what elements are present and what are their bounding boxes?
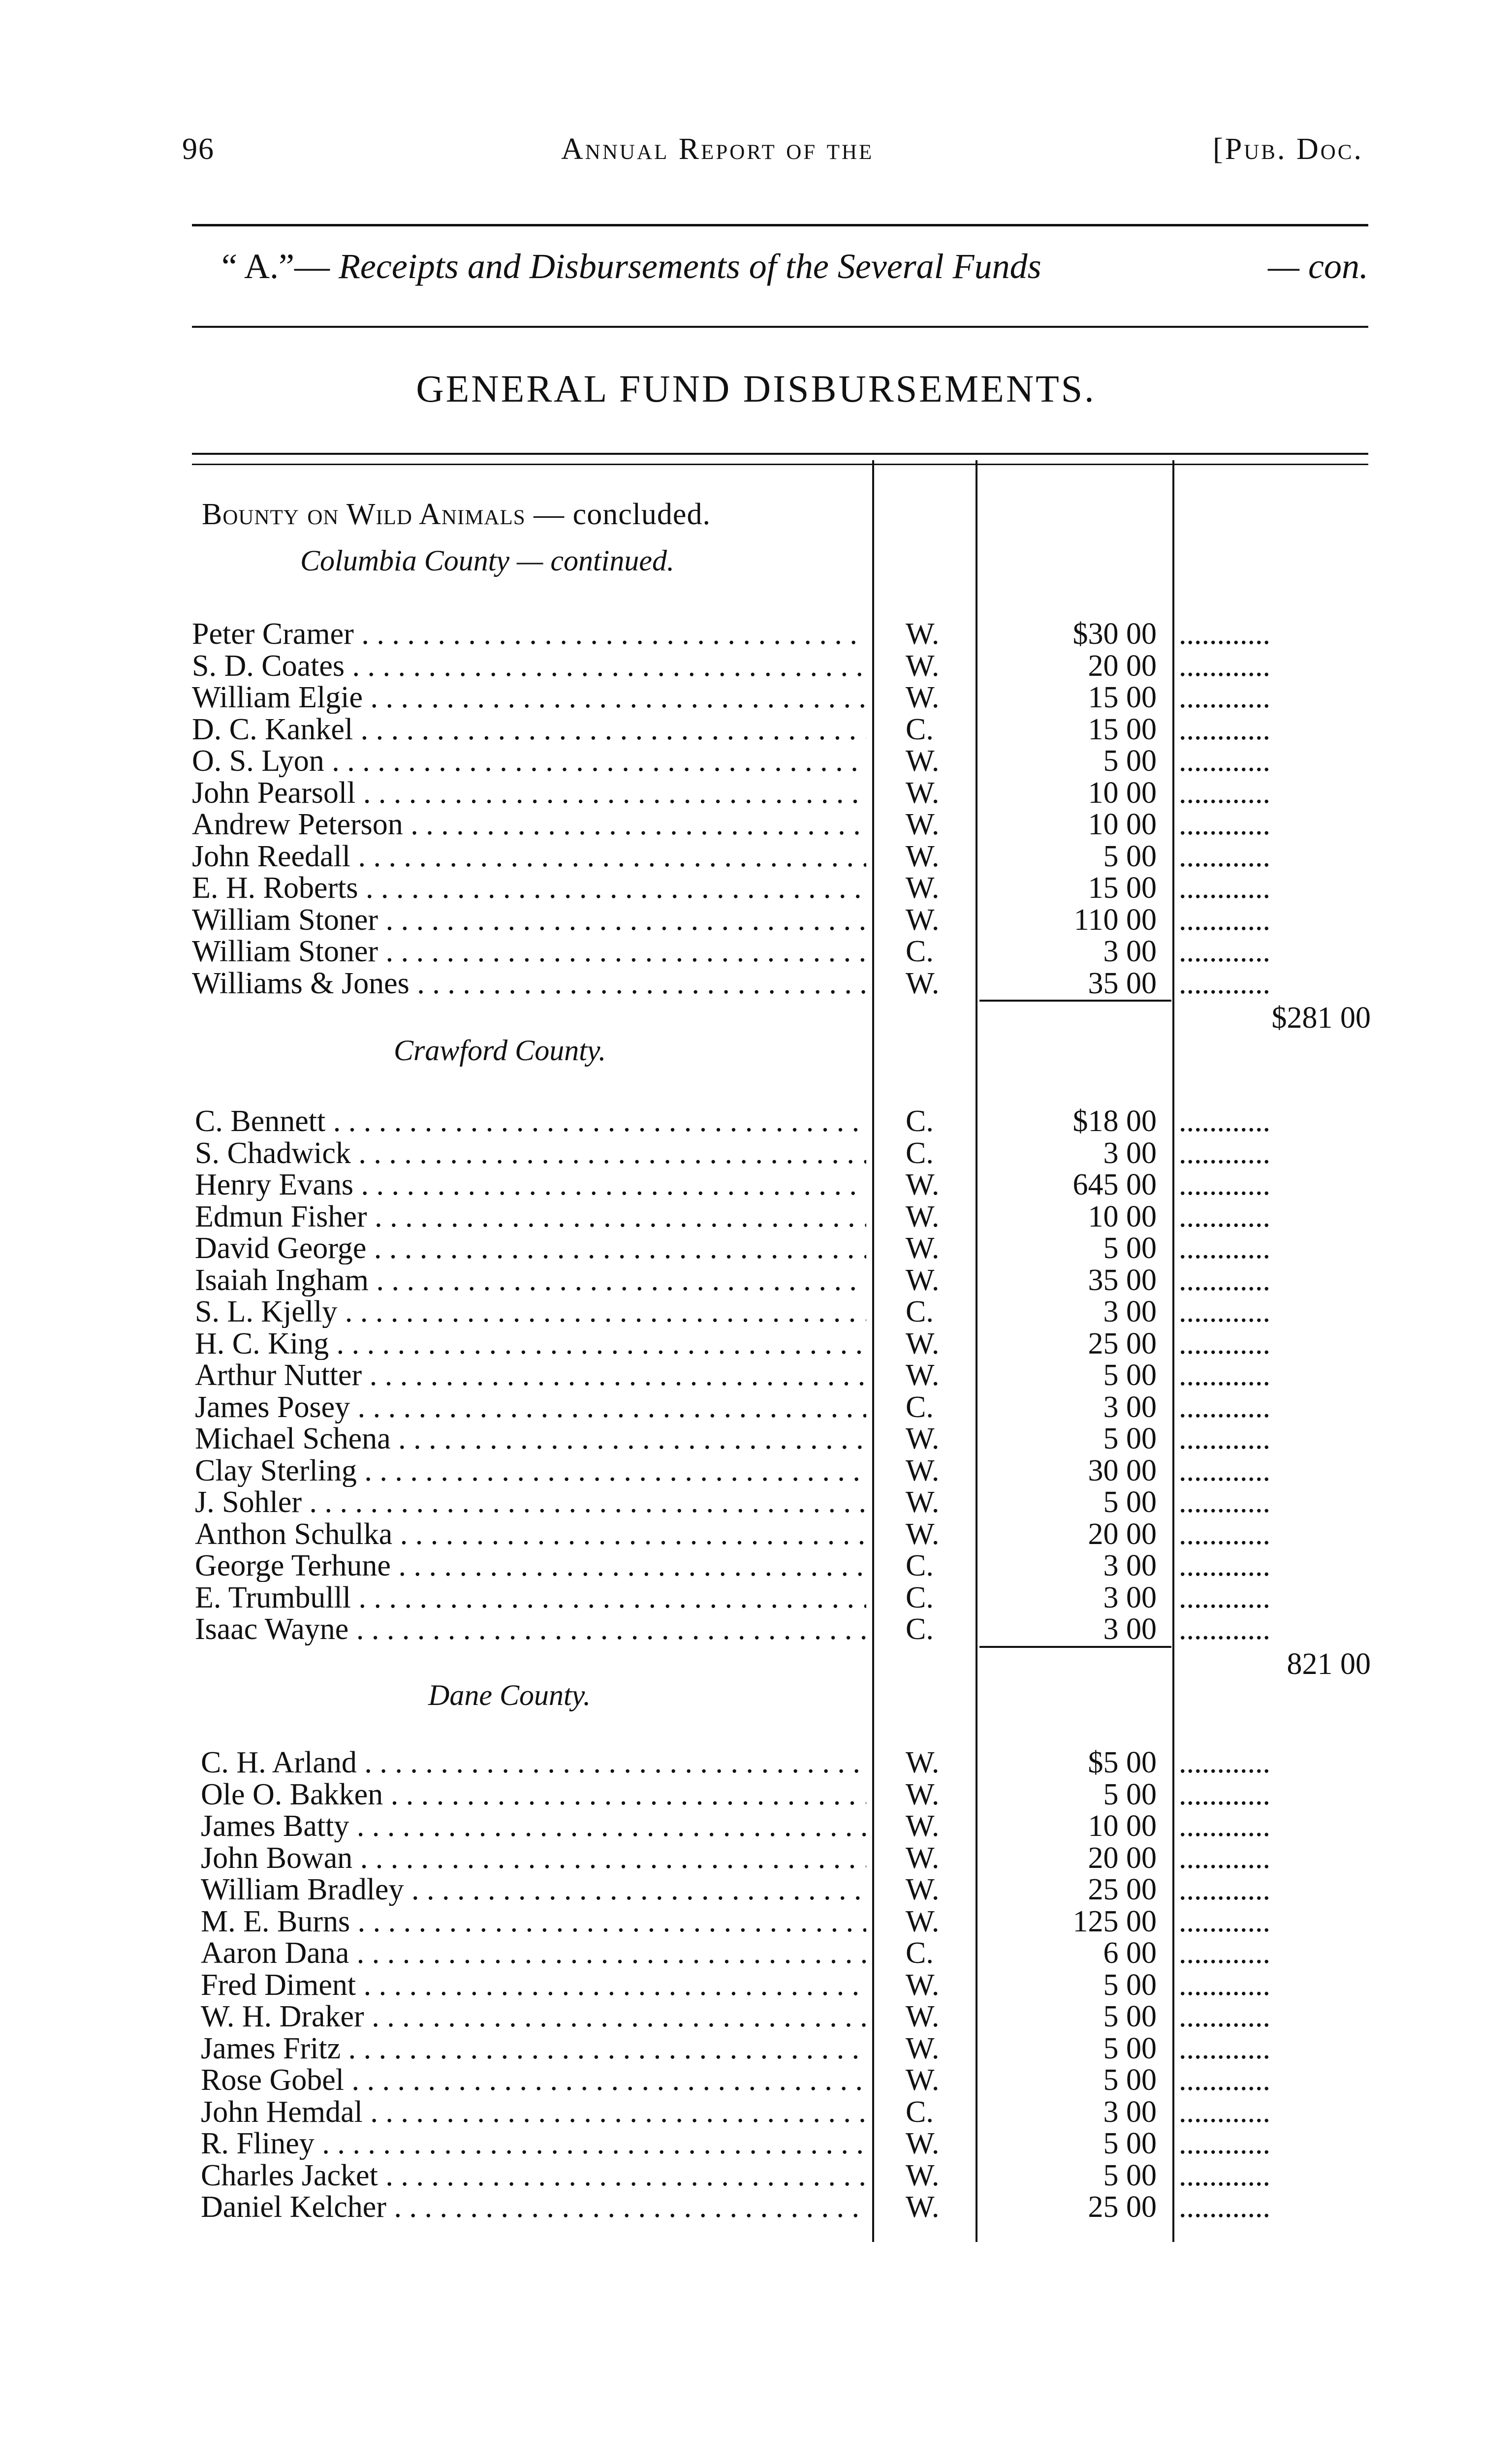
payee-name: O. S. Lyon . . .	[192, 745, 866, 777]
table-row	[0, 1422, 1512, 1455]
total-leader: ............	[1179, 681, 1270, 714]
animal-code: W.	[906, 839, 940, 873]
total-leader: ............	[1179, 903, 1270, 936]
amount: 10 00	[1088, 1809, 1157, 1843]
amount: 5 00	[1103, 1968, 1157, 2002]
table-row	[0, 808, 1512, 841]
total-leader: ............	[1179, 745, 1270, 777]
table-row	[0, 1264, 1512, 1296]
table-row	[0, 872, 1512, 904]
payee-name: John Pearsoll . . .	[192, 777, 866, 809]
amount: 10 00	[1088, 776, 1157, 810]
section-label: “ A.”—	[221, 247, 339, 286]
amount: 6 00	[1103, 1936, 1157, 1970]
total-leader: ............	[1179, 967, 1270, 1000]
payee-name: S. D. Coates . . .	[192, 650, 866, 682]
animal-code: W.	[906, 744, 940, 778]
payee-name: Charles Jacket . . .	[201, 2159, 866, 2192]
animal-code: C.	[906, 935, 934, 968]
total-leader: ............	[1179, 1390, 1270, 1423]
payee-name: Arthur Nutter . . .	[195, 1359, 866, 1391]
animal-code: C.	[906, 1612, 934, 1646]
animal-code: W.	[906, 649, 940, 683]
payee-name: Isaac Wayne . . .	[195, 1613, 866, 1645]
animal-code: W.	[906, 1968, 940, 2002]
payee-name: Ole O. Bakken . . .	[201, 1778, 866, 1811]
total-leader: ............	[1179, 1778, 1270, 1811]
payee-name: John Hemdal . . .	[201, 2096, 866, 2128]
total-leader: ............	[1179, 1486, 1270, 1518]
total-leader: ............	[1179, 1232, 1270, 1264]
table-row	[0, 2032, 1512, 2065]
table-row	[0, 1359, 1512, 1391]
animal-code: C.	[906, 1295, 934, 1328]
animal-code: W.	[906, 776, 940, 810]
amount: 5 00	[1103, 1485, 1157, 1519]
table-row	[0, 1105, 1512, 1137]
payee-name: Isaiah Ingham . . .	[195, 1264, 866, 1296]
county-title: Crawford County.	[394, 1034, 606, 1067]
amount: 5 00	[1103, 1777, 1157, 1811]
table-row	[0, 1200, 1512, 1233]
total-leader: ............	[1179, 1327, 1270, 1360]
payee-name: Fred Diment . . .	[201, 1969, 866, 2001]
total-leader: ............	[1179, 1746, 1270, 1779]
animal-code: W.	[906, 617, 940, 651]
total-leader: ............	[1179, 2032, 1270, 2065]
total-leader: ............	[1179, 1263, 1270, 1296]
county-title: Columbia County — continued.	[300, 544, 674, 577]
total-leader: ............	[1179, 2191, 1270, 2223]
payee-name: Williams & Jones . . .	[192, 967, 866, 1000]
payee-name: Daniel Kelcher . . .	[201, 2191, 866, 2223]
total-leader: ............	[1179, 1136, 1270, 1169]
payee-name: W. H. Draker . . .	[201, 2000, 866, 2033]
table-row	[0, 904, 1512, 936]
bounty-heading-rest: — concluded.	[525, 498, 711, 531]
subtotal-rule	[979, 1000, 1171, 1002]
animal-code: W.	[906, 903, 940, 937]
amount: 5 00	[1103, 1422, 1157, 1455]
table-row	[0, 935, 1512, 968]
amount: 3 00	[1103, 1580, 1157, 1614]
animal-code: W.	[906, 1199, 940, 1233]
amount: 25 00	[1088, 1326, 1157, 1360]
payee-name: E. H. Roberts . . .	[192, 872, 866, 904]
animal-code: W.	[906, 2127, 940, 2160]
payee-name: Anthon Schulka . . .	[195, 1518, 866, 1550]
amount: 3 00	[1103, 1136, 1157, 1170]
section-heading	[221, 246, 1368, 287]
table-row	[0, 1842, 1512, 1874]
animal-code: W.	[906, 1453, 940, 1487]
amount: 20 00	[1088, 1841, 1157, 1875]
animal-code: W.	[906, 1841, 940, 1875]
amount: 5 00	[1103, 744, 1157, 778]
payee-name: William Stoner . . .	[192, 935, 866, 968]
amount: 25 00	[1088, 2190, 1157, 2224]
animal-code: W.	[906, 2190, 940, 2224]
total-leader: ............	[1179, 1168, 1270, 1201]
payee-name: John Reedall . . .	[192, 840, 866, 873]
amount: 645 00	[1072, 1168, 1157, 1201]
animal-code: W.	[906, 1231, 940, 1265]
table-row	[0, 1746, 1512, 1779]
animal-code: C.	[906, 1936, 934, 1970]
section-rule	[192, 326, 1368, 328]
amount: 25 00	[1088, 1873, 1157, 1906]
total-leader: ............	[1179, 1200, 1270, 1233]
animal-code: W.	[906, 1263, 940, 1297]
table-row	[0, 1327, 1512, 1360]
total-leader: ............	[1179, 808, 1270, 841]
table-row	[0, 967, 1512, 1000]
animal-code: C.	[906, 1390, 934, 1424]
page-number: 96	[182, 132, 215, 166]
total-leader: ............	[1179, 935, 1270, 968]
running-head	[182, 132, 1363, 176]
total-leader: ............	[1179, 1581, 1270, 1614]
amount: 15 00	[1088, 681, 1157, 714]
total-leader: ............	[1179, 1295, 1270, 1328]
total-leader: ............	[1179, 1841, 1270, 1874]
table-row	[0, 777, 1512, 809]
payee-name: William Elgie . . .	[192, 681, 866, 714]
payee-name: David George . . .	[195, 1232, 866, 1264]
amount: 10 00	[1088, 1199, 1157, 1233]
amount: 5 00	[1103, 2063, 1157, 2097]
table-row	[0, 1486, 1512, 1518]
total-leader: ............	[1179, 2127, 1270, 2160]
county-title: Dane County.	[428, 1679, 591, 1711]
table-row	[0, 1810, 1512, 1842]
total-leader: ............	[1179, 1549, 1270, 1582]
payee-name: R. Fliney . . .	[201, 2127, 866, 2160]
total-leader: ............	[1179, 776, 1270, 809]
table-row	[0, 1778, 1512, 1811]
animal-code: C.	[906, 2095, 934, 2129]
total-leader: ............	[1179, 1810, 1270, 1842]
animal-code: W.	[906, 1777, 940, 1811]
table-row	[0, 2064, 1512, 2096]
table-row	[0, 745, 1512, 777]
animal-code: W.	[906, 1358, 940, 1392]
amount: 15 00	[1088, 712, 1157, 746]
amount: 110 00	[1073, 903, 1157, 937]
table-row	[0, 1873, 1512, 1906]
section-continued: — con.	[1268, 247, 1368, 286]
animal-code: W.	[906, 2063, 940, 2097]
total-leader: ............	[1179, 1968, 1270, 2001]
animal-code: C.	[906, 712, 934, 746]
amount: 15 00	[1088, 871, 1157, 905]
county-subtotal: 821 00	[1287, 1647, 1371, 1681]
table-row	[0, 650, 1512, 682]
table-row	[0, 1613, 1512, 1645]
table-row	[0, 2000, 1512, 2033]
animal-code: C.	[906, 1104, 934, 1138]
total-leader: ............	[1179, 840, 1270, 873]
table-row	[0, 1137, 1512, 1169]
payee-name: Andrew Peterson . . .	[192, 808, 866, 841]
animal-code: W.	[906, 1809, 940, 1843]
document-label: [Pub. Doc.	[1213, 132, 1363, 166]
table-row	[0, 618, 1512, 650]
amount: 125 00	[1072, 1904, 1157, 1938]
animal-code: W.	[906, 1873, 940, 1906]
total-leader: ............	[1179, 872, 1270, 904]
amount: 3 00	[1103, 2095, 1157, 2129]
table-row	[0, 2191, 1512, 2223]
total-leader: ............	[1179, 1359, 1270, 1391]
animal-code: C.	[906, 1136, 934, 1170]
amount: 5 00	[1103, 839, 1157, 873]
animal-code: W.	[906, 1326, 940, 1360]
amount: 10 00	[1088, 808, 1157, 841]
table-row	[0, 2127, 1512, 2160]
table-row	[0, 1391, 1512, 1423]
county-subtotal: $281 00	[1271, 1001, 1371, 1035]
animal-code: W.	[906, 1746, 940, 1779]
section-title: Receipts and Disbursements of the Several Funds	[338, 247, 1041, 286]
payee-name: M. E. Burns . . .	[201, 1905, 866, 1938]
amount: 5 00	[1103, 1231, 1157, 1265]
animal-code: W.	[906, 1517, 940, 1551]
table-row	[0, 1905, 1512, 1938]
total-leader: ............	[1179, 2064, 1270, 2096]
total-leader: ............	[1179, 2000, 1270, 2033]
table-row	[0, 1232, 1512, 1264]
amount: $5 00	[1088, 1746, 1157, 1779]
payee-name: William Bradley . . .	[201, 1873, 866, 1906]
payee-name: Edmun Fisher . . .	[195, 1200, 866, 1233]
payee-name: Clay Sterling . . .	[195, 1454, 866, 1487]
amount: 20 00	[1088, 1517, 1157, 1551]
payee-name: D. C. Kankel . . .	[192, 713, 866, 746]
animal-code: W.	[906, 808, 940, 841]
amount: 5 00	[1103, 2000, 1157, 2033]
amount: 5 00	[1103, 2031, 1157, 2065]
amount: 5 00	[1103, 2127, 1157, 2160]
amount: $30 00	[1072, 617, 1157, 651]
payee-name: Rose Gobel . . .	[201, 2064, 866, 2096]
subtotal-rule	[979, 1646, 1171, 1648]
animal-code: W.	[906, 871, 940, 905]
payee-name: E. Trumbulll . . .	[195, 1581, 866, 1614]
header-rule	[192, 224, 1368, 226]
animal-code: W.	[906, 2000, 940, 2033]
animal-code: W.	[906, 1904, 940, 1938]
payee-name: Michael Schena . . .	[195, 1422, 866, 1455]
table-row	[0, 1454, 1512, 1487]
payee-name: James Fritz . . .	[201, 2032, 866, 2065]
amount: 3 00	[1103, 1612, 1157, 1646]
total-leader: ............	[1179, 2159, 1270, 2192]
amount: 5 00	[1103, 2158, 1157, 2192]
animal-code: W.	[906, 2158, 940, 2192]
table-row	[0, 840, 1512, 873]
payee-name: Peter Cramer . . .	[192, 618, 866, 650]
amount: 3 00	[1103, 1390, 1157, 1424]
table-row	[0, 2159, 1512, 2192]
animal-code: W.	[906, 1168, 940, 1201]
animal-code: W.	[906, 1422, 940, 1455]
animal-code: W.	[906, 1485, 940, 1519]
total-leader: ............	[1179, 618, 1270, 650]
bounty-heading-caps: Bounty on Wild Animals	[202, 498, 526, 531]
total-leader: ............	[1179, 1873, 1270, 1906]
total-leader: ............	[1179, 1517, 1270, 1550]
amount: 35 00	[1088, 1263, 1157, 1297]
total-leader: ............	[1179, 1905, 1270, 1938]
total-leader: ............	[1179, 1613, 1270, 1645]
table-row	[0, 1969, 1512, 2001]
payee-name: John Bowan . . .	[201, 1842, 866, 1874]
payee-name: Henry Evans . . .	[195, 1168, 866, 1201]
payee-name: S. L. Kjelly . . .	[195, 1295, 866, 1328]
animal-code: C.	[906, 1580, 934, 1614]
fund-title: GENERAL FUND DISBURSEMENTS.	[416, 367, 1096, 410]
total-leader: ............	[1179, 1454, 1270, 1487]
table-top-rule	[192, 453, 1368, 455]
payee-name: J. Sohler . . .	[195, 1486, 866, 1518]
animal-code: W.	[906, 681, 940, 714]
payee-name: C. H. Arland . . .	[201, 1746, 866, 1779]
table-row	[0, 1168, 1512, 1201]
table-row	[0, 713, 1512, 746]
total-leader: ............	[1179, 713, 1270, 746]
table-row	[0, 1295, 1512, 1328]
payee-name: William Stoner . . .	[192, 904, 866, 936]
amount: 30 00	[1088, 1453, 1157, 1487]
animal-code: W.	[906, 2031, 940, 2065]
amount: 5 00	[1103, 1358, 1157, 1392]
total-leader: ............	[1179, 1422, 1270, 1455]
table-row	[0, 1937, 1512, 1969]
report-title: Annual Report of the	[561, 132, 874, 166]
amount: 3 00	[1103, 1295, 1157, 1328]
payee-name: S. Chadwick . . .	[195, 1137, 866, 1169]
amount: 3 00	[1103, 935, 1157, 968]
payee-name: James Batty . . .	[201, 1810, 866, 1842]
table-row	[0, 1549, 1512, 1582]
amount: 35 00	[1088, 966, 1157, 1000]
animal-code: C.	[906, 1549, 934, 1582]
amount: 20 00	[1088, 649, 1157, 683]
amount: 3 00	[1103, 1549, 1157, 1582]
payee-name: Aaron Dana . . .	[201, 1937, 866, 1969]
animal-code: W.	[906, 966, 940, 1000]
bounty-heading	[202, 497, 711, 532]
payee-name: H. C. King . . .	[195, 1327, 866, 1360]
payee-name: James Posey . . .	[195, 1391, 866, 1423]
table-top-rule-inner	[192, 464, 1368, 465]
table-row	[0, 1581, 1512, 1614]
total-leader: ............	[1179, 649, 1270, 682]
table-row	[0, 2096, 1512, 2128]
payee-name: George Terhune . . .	[195, 1549, 866, 1582]
table-row	[0, 681, 1512, 714]
amount: $18 00	[1072, 1104, 1157, 1138]
total-leader: ............	[1179, 1105, 1270, 1137]
payee-name: C. Bennett . . .	[195, 1105, 866, 1137]
total-leader: ............	[1179, 2095, 1270, 2128]
total-leader: ............	[1179, 1937, 1270, 1969]
table-row	[0, 1518, 1512, 1550]
